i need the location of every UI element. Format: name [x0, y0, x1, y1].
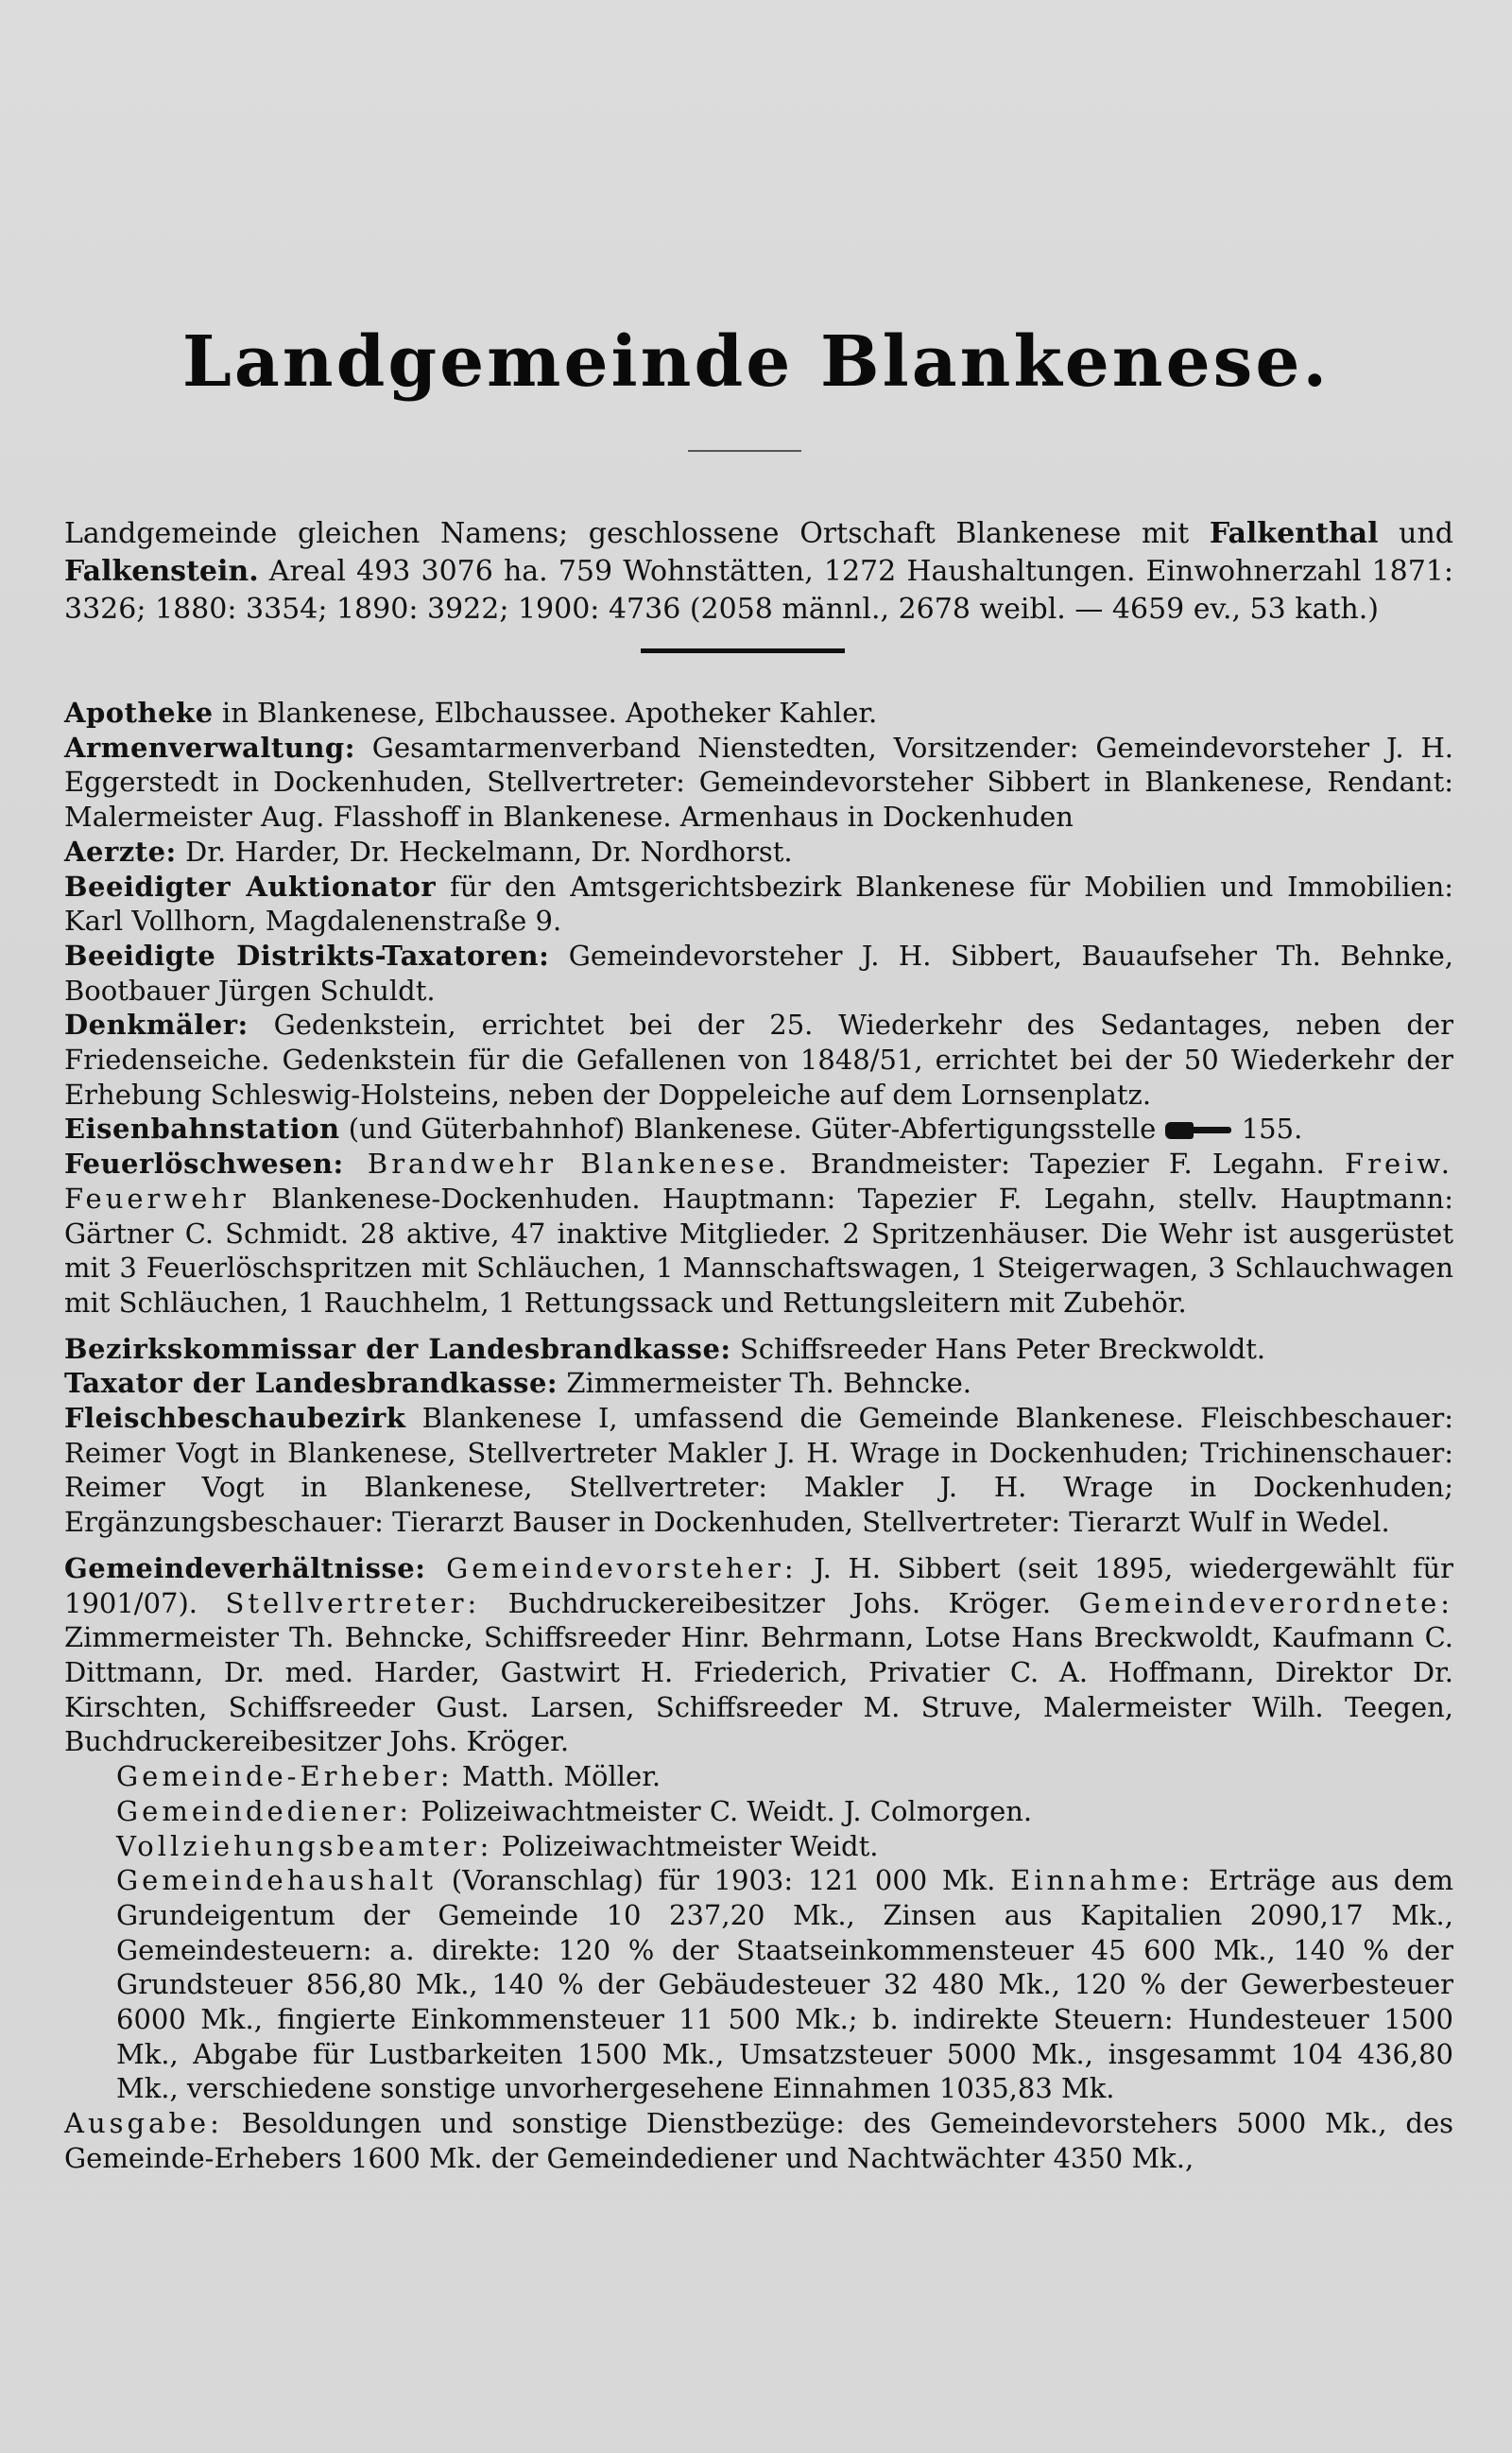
- entry-text: (Voranschlag) für 1903: 121 000 Mk.: [437, 1864, 1011, 1897]
- entry-spaced-text: Freiw. Feuerwehr: [64, 1148, 1453, 1215]
- entry-text: Buchdruckereibesitzer Johs. Kröger.: [480, 1586, 1079, 1619]
- entry-armenverwaltung: [64, 731, 1453, 835]
- entry-text: Gesamtarmenverband Nienstedten, Vorsitzender: Gemeindevorsteher J. H. Eggerstedt in Dockenhuden, Stellvertreter: Gemeindevorsteher Sibbert in Blankenese, Rendant: Malermeister Aug. Flasshoff in Blankenese. Armenhaus in Dockenhuden: [64, 731, 1453, 834]
- entry-spaced-text: Gemeindehaushalt: [116, 1864, 438, 1897]
- entry-vollziehungsbeamter: [64, 1829, 1453, 1864]
- entry-taxator: [64, 1366, 1453, 1401]
- entry-text: Polizeiwachtmeister C. Weidt. J. Colmorgen.: [412, 1794, 1033, 1827]
- page-title: Landgemeinde Blankenese.: [181, 321, 1331, 403]
- entry-spaced-text: Brandwehr Blankenese.: [343, 1148, 791, 1181]
- entry-text: Zimmermeister Th. Behncke, Schiffsreeder Hinr. Behrmann, Lotse Hans Breckwoldt, Kaufmann C. Dittmann, Dr. med. Harder, Gastwirt H. Friederich, Privatier C. A. Hoffmann, Direktor Dr. Kirschten, Schiffsreeder Gust. Larsen, Schiffsreeder M. Struve, Malermeister Wilh. Teegen, Buchdruckereibesitzer Johs. Kröger.: [64, 1621, 1453, 1758]
- entry-head: Gemeindeverhältnisse:: [64, 1551, 426, 1584]
- entry-eisenbahnstation: [64, 1112, 1453, 1147]
- entry-text: Schiffsreeder Hans Peter Breckwoldt.: [730, 1332, 1266, 1365]
- intro-bold-falkenthal: Falkenthal: [1209, 517, 1379, 550]
- entry-number: 155.: [1232, 1113, 1303, 1146]
- entry-head: Bezirkskommissar der Landesbrandkasse:: [64, 1332, 731, 1365]
- intro-text-2: und: [1378, 517, 1453, 550]
- entry-text: Dr. Harder, Dr. Heckelmann, Dr. Nordhorst.: [176, 835, 793, 868]
- entry-text: Blankenese I, umfassend die Gemeinde Blankenese. Fleischbeschauer: Reimer Vogt in Blankenese, Stellvertreter Makler J. H. Wrage in Dockenhuden; Trichinenschauer: Reimer Vogt in Blankenese, Stellvertreter: Makler J. H. Wrage in Dockenhuden; Ergänzungsbeschauer: Tierarzt Bauser in Dockenhuden, Stellvertreter: Tierarzt Wulf in Wedel.: [64, 1402, 1453, 1539]
- entry-spaced-text: Einnahme:: [1010, 1864, 1194, 1897]
- entry-text: Gemeindevorsteher J. H. Sibbert, Bauaufseher Th. Behnke, Bootbauer Jürgen Schuldt.: [64, 939, 1454, 1007]
- intro-text-3: Areal 493 3076 ha. 759 Wohnstätten, 1272 Haushaltungen. Einwohnerzahl 1871: 3326; 1880: 3354; 1890: 3922; 1900: 4736 (2058 männl., 2678 weibl. — 4659 ev., 53 kath.): [64, 555, 1453, 626]
- title-divider: [688, 450, 801, 452]
- entry-gemeindehaushalt: [64, 1863, 1453, 2106]
- entry-spaced-text: Ausgabe:: [64, 2107, 223, 2140]
- entry-text: Erträge aus dem Grundeigentum der Gemeinde 10 237,20 Mk., Zinsen aus Kapitalien 2090,17 Mk., Gemeindesteuern: a. direkte: 120 % der Staatseinkommensteuer 45 600 Mk., 140 % der Grundsteuer 856,80 Mk., 140 % der Gebäudesteuer 32 480 Mk., 120 % der Gewerbesteuer 6000 Mk., fingierte Einkommensteuer 11 500 Mk.; b. indirekte Steuern: Hundesteuer 1500 Mk., Abgabe für Lustbarkeiten 1500 Mk., Umsatzsteuer 5000 Mk., insgesammt 104 436,80 Mk., verschiedene sonstige unvorhergesehene Einnahmen 1035,83 Mk.: [116, 1864, 1453, 2105]
- entry-bezirkskommissar: [64, 1332, 1453, 1367]
- entry-head: Aerzte:: [64, 835, 177, 868]
- entry-auktionator: [64, 870, 1453, 939]
- entry-head: Armenverwaltung:: [64, 731, 355, 764]
- entry-gemeindeverhaeltnisse: [64, 1551, 1453, 1759]
- entry-text: für den Amtsgerichtsbezirk Blankenese für Mobilien und Immobilien: Karl Vollhorn, Magdalenenstraße 9.: [64, 870, 1454, 938]
- entry-text: Besoldungen und sonstige Dienstbezüge: des Gemeindevorstehers 5000 Mk., des Gemeinde-Erhebers 1600 Mk. der Gemeindediener und Nachtwächter 4350 Mk.,: [64, 2107, 1453, 2174]
- entry-text: Matth. Möller.: [453, 1760, 662, 1793]
- entry-aerzte: [64, 835, 1453, 870]
- intro-text-1: Landgemeinde gleichen Namens; geschlossene Ortschaft Blankenese mit: [64, 517, 1210, 550]
- entry-denkmaeler: [64, 1008, 1453, 1112]
- entry-text: J. H. Sibbert (seit 1895, wiedergewählt für 1901/07).: [64, 1551, 1454, 1619]
- entry-text: Brandmeister: Tapezier F. Legahn.: [790, 1148, 1345, 1181]
- telephone-hand-icon: [1165, 1120, 1233, 1141]
- entry-spaced-text: Gemeindediener:: [116, 1794, 413, 1827]
- entry-gemeinde-erheber: [64, 1759, 1453, 1794]
- entry-text: Gedenkstein, errichtet bei der 25. Wiederkehr des Sedantages, neben der Friedenseiche. Gedenkstein für die Gefallenen von 1848/51, errichtet bei der 50 Wiederkehr der Erhebung Schleswig-Holsteins, neben der Doppeleiche auf dem Lornsenplatz.: [64, 1009, 1453, 1111]
- entry-text: in Blankenese, Elbchaussee. Apotheker Kahler.: [213, 697, 878, 729]
- entry-spaced-text: Gemeinde-Erheber:: [116, 1760, 454, 1793]
- entry-head: Apotheke: [64, 697, 214, 729]
- entry-head: Denkmäler:: [64, 1009, 249, 1042]
- entry-spaced-text: Vollziehungsbeamter:: [116, 1829, 493, 1862]
- entry-taxatoren: [64, 939, 1453, 1008]
- entry-feuerloeschwesen: [64, 1147, 1453, 1321]
- intro-paragraph: [64, 515, 1453, 629]
- intro-bold-falkenstein: Falkenstein.: [64, 555, 259, 588]
- entry-ausgabe: [64, 2106, 1453, 2175]
- entry-head: Taxator der Landesbrandkasse:: [64, 1367, 558, 1400]
- entry-head: Beeidigte Distrikts-Taxatoren:: [64, 939, 550, 972]
- entry-head: Fleischbeschaubezirk: [64, 1402, 406, 1435]
- entries-list: [64, 696, 1453, 2176]
- entry-head: Beeidigter Auktionator: [64, 870, 437, 903]
- entry-head: Feuerlöschwesen:: [64, 1148, 344, 1181]
- entry-text: Polizeiwachtmeister Weidt.: [492, 1829, 879, 1862]
- entry-text: Zimmermeister Th. Behncke.: [558, 1367, 971, 1400]
- entry-text: (und Güterbahnhof) Blankenese. Güter-Abfertigungsstelle: [339, 1113, 1165, 1146]
- entry-spaced-text: Gemeindevorsteher:: [425, 1551, 798, 1584]
- entry-spaced-text: Gemeindeverordnete:: [1078, 1586, 1453, 1619]
- entry-head: Eisenbahnstation: [64, 1113, 340, 1146]
- entry-gemeindediener: [64, 1794, 1453, 1829]
- entry-fleischbeschaubezirk: [64, 1401, 1453, 1540]
- section-divider: [641, 648, 845, 653]
- entry-apotheke: [64, 696, 1453, 731]
- entry-spaced-text: Stellvertreter:: [225, 1586, 481, 1619]
- entry-text: Blankenese-Dockenhuden. Hauptmann: Tapezier F. Legahn, stellv. Hauptmann: Gärtner C. Schmidt. 28 aktive, 47 inaktive Mitglieder. 2 Spritzenhäuser. Die Wehr ist ausgerüstet mit 3 Feuerlöschspritzen mit Schläuchen, 1 Mannschaftswagen, 1 Steigerwagen, 3 Schlauchwagen mit Schläuchen, 1 Rauchhelm, 1 Rettungssack und Rettungsleitern mit Zubehör.: [64, 1182, 1453, 1319]
